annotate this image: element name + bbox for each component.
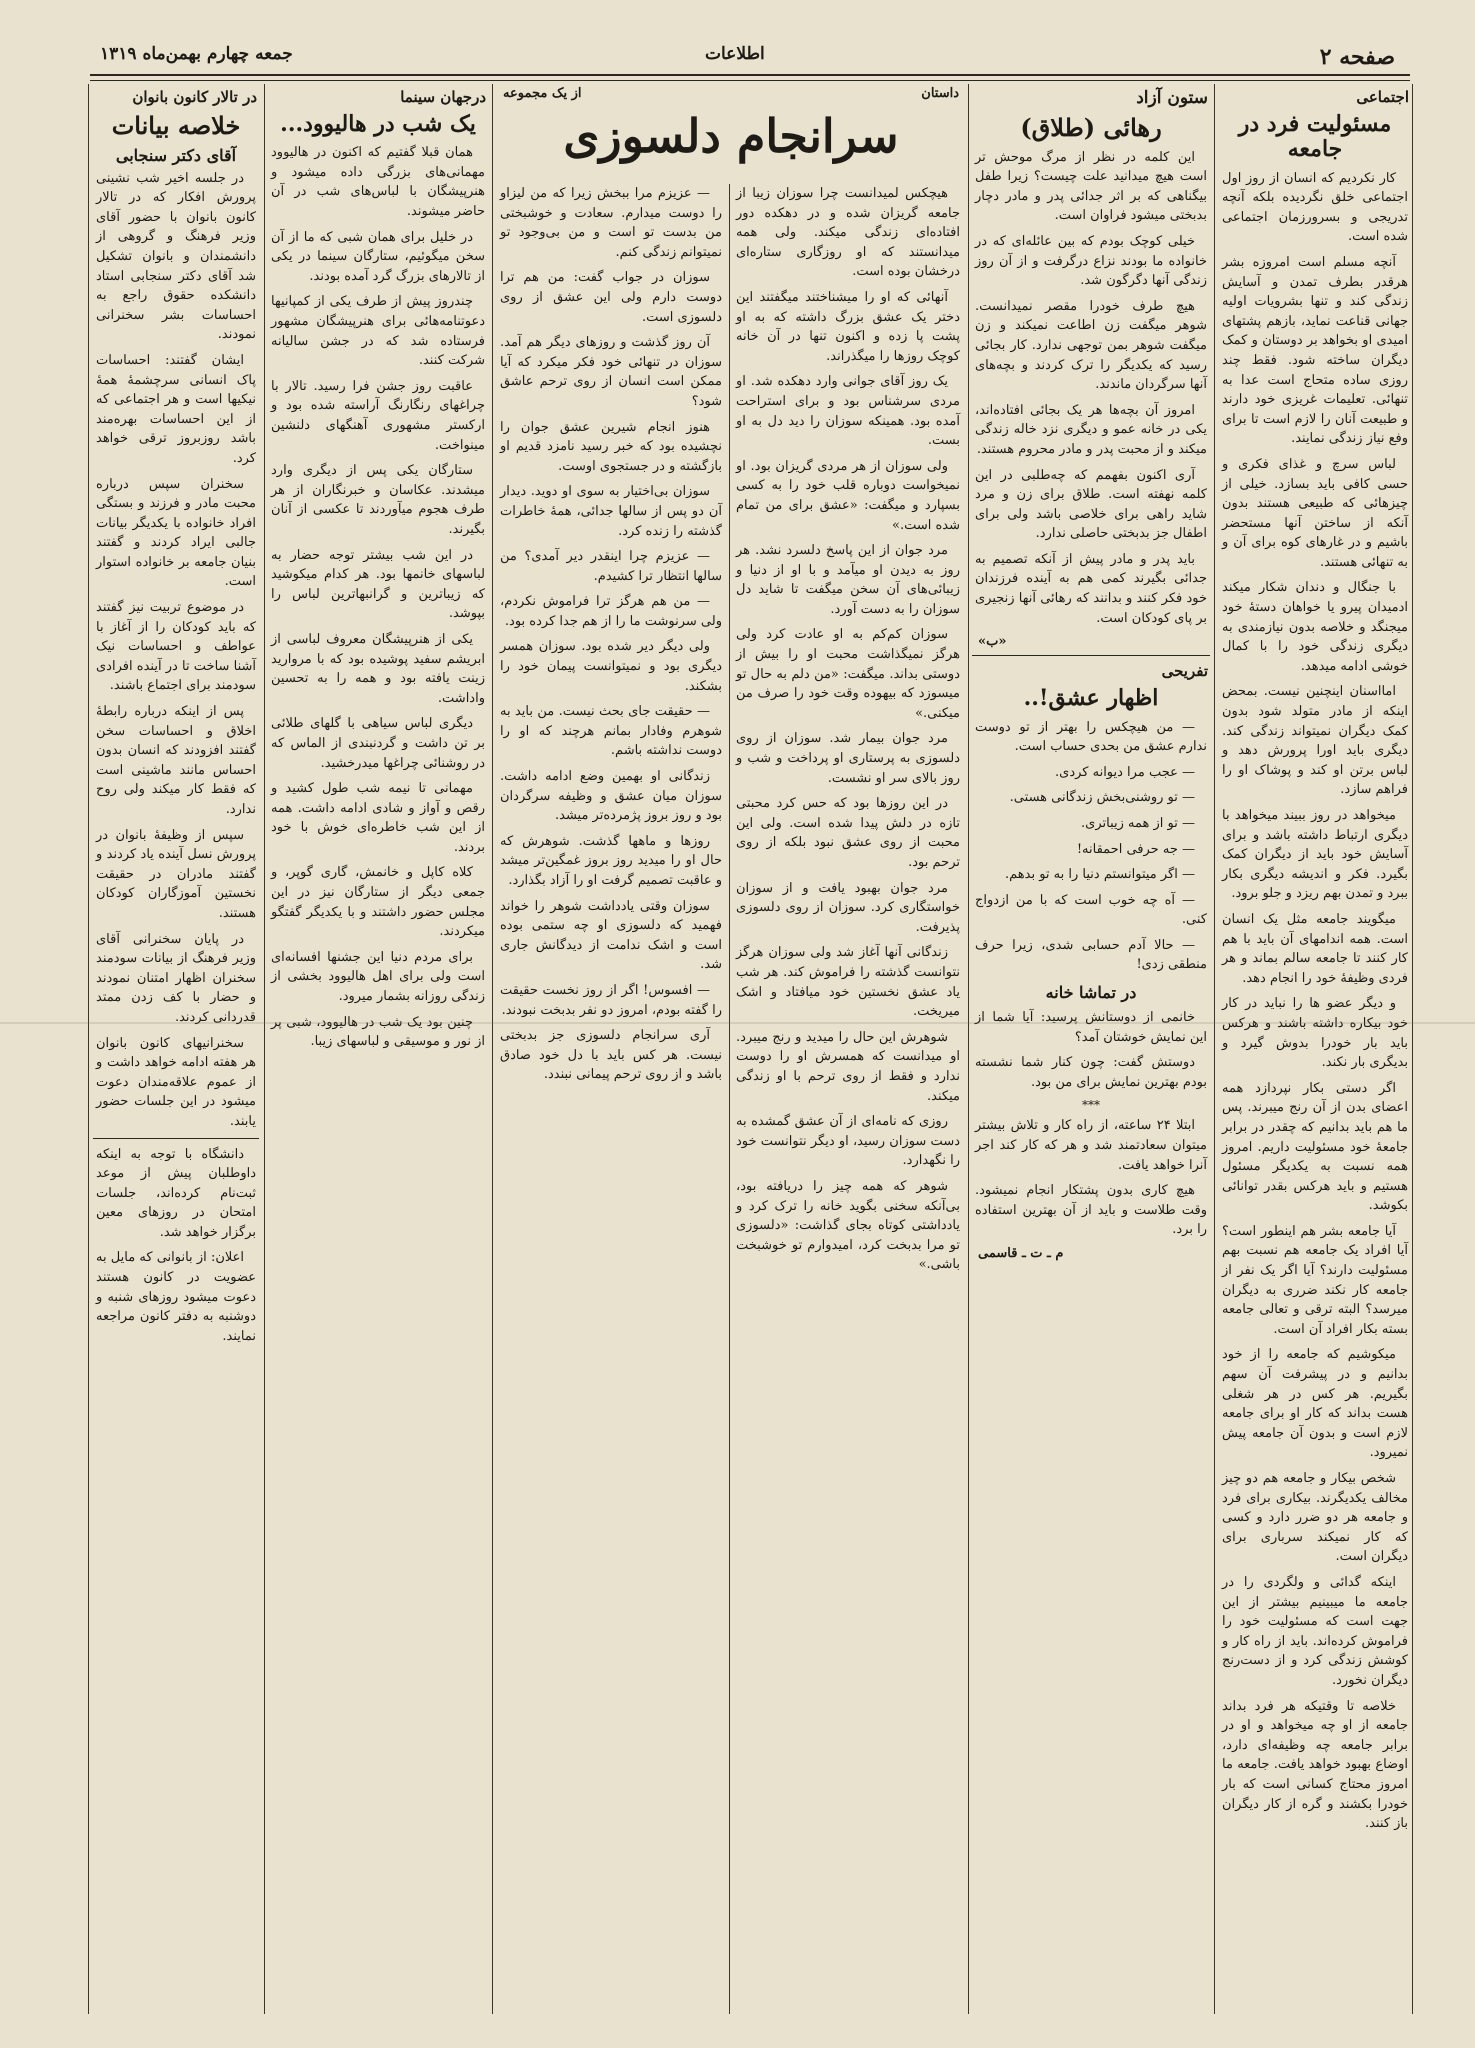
paragraph: هنوز انجام شیرین عشق جوان را نچشیده بود که خبر رسید نامزد قدیم او بازگشته و در جستجوی اوست. — [500, 419, 722, 474]
paragraph: سپس از وظیفهٔ بانوان در پرورش نسل آینده یاد کردند و گفتند مادران در حقیقت نخستین آموزگاران کودکان هستند. — [96, 827, 256, 921]
paragraph: — من هم هرگز ترا فراموش نکردم، ولی سرنوشت ما را از هم جدا کرده بود. — [500, 594, 722, 629]
header-rule-thin — [90, 80, 1410, 81]
article-body — [972, 1008, 1210, 1092]
paragraph: دیگری لباس سیاهی با گلهای طلائی بر تن داشت و گردنبندی از الماس که در روشنائی چراغها میدرخشید. — [271, 716, 485, 771]
paragraph: همان قبلا گفتیم که اکنون در هالیوود مهمانی‌های بزرگی داده میشود و هنرپیشگان با لباس‌های شب در آن حاضر میشوند. — [271, 145, 485, 220]
paragraph: پس از اینکه درباره رابطهٔ اخلاق و احساسات سخن گفتند افزودند که انسان بدون احساس مانند ماشینی است که فقط کار میکند ولی روح ندارد. — [96, 704, 256, 817]
paragraph: مرد جوان بیمار شد. سوزان از روی دلسوزی به پرستاری او پرداخت و شب و روز بالای سر او نشست. — [736, 731, 960, 786]
paragraph: آنچه مسلم است امروزه بشر هرقدر بطرف تمدن و آسایش زندگی کند و تنها بشرویات اولیه جهانی قناعت نماید، بازهم پشتهای امیدی او بخواهد بر دوستان و کمک دیگران ساخته شود. فقط چند روزی ساده متحاج است عدا به تنهائی. تعلیمات غریزی خود دارند و طبیعت آنان را لازم است تا برای وفع نیاز زندگی نمایند. — [1222, 254, 1408, 447]
paragraph: آری سرانجام دلسوزی جز بدبختی نیست. هر کس باید با دل خود صادق باشد و از روی ترحم پیمانی نبندد. — [500, 1028, 722, 1083]
paragraph: ایشان گفتند: احساسات پاک انسانی سرچشمهٔ همهٔ نیکیها است و هر اجتماعی که از این احساسات بهره‌مند باشد روزبروز ترقی خواهد کرد. — [96, 352, 256, 466]
paragraph: آیا جامعه بشر هم اینطور است؟ آیا افراد یک جامعه هم نسبت بهم مسئولیت دارند؟ آیا اگر یک نفر از جامعه کار نکند ضرری به دیگران میرسد؟ البته ترقی و تعالی جامعه بسته بکار افراد آن است. — [1222, 1223, 1408, 1337]
paragraph: — تو روشنی‌بخش زندگانی هستی. — [1009, 790, 1195, 806]
paragraph: سوزان در جواب گفت: من هم ترا دوست دارم ولی این عشق از روی دلسوزی است. — [500, 270, 722, 325]
story-title: سرانجام دلسوزی — [563, 109, 899, 163]
divider — [972, 655, 1210, 656]
paragraph: آنهائی که او را میشناختند میگفتند این دختر یک عشق بزرگ داشته که به او پشت پا زده و اکنون تنها در آن خانه کوچک روزها را میگذراند. — [736, 289, 960, 364]
paragraph: در پایان سخنرانی آقای وزیر فرهنگ از بیانات سودمند سخنران اظهار امتنان نمودند و حضار با کف زدن ممتد قدردانی کردند. — [96, 931, 256, 1025]
paragraph: میگویند جامعه مثل یک انسان است. همه اندامهای آن باید با هم کار کنند تا جامعه سالم بماند و هر فردی وظیفهٔ خود را انجام دهد. — [1222, 911, 1408, 986]
paragraph: روزها و ماهها گذشت. شوهرش که حال او را میدید روز بروز غمگین‌تر میشد و عاقبت تصمیم گرفت او را آزاد بگذارد. — [500, 833, 722, 888]
paragraph: هیچکس لمیدانست چرا سوزان زیبا از جامعه گریزان شده و در دهکده دور افتاده‌ای زندگی میکند. ولی همه میدانستند که او روزگاری ستاره‌ای درخشان بوده است. — [736, 186, 960, 280]
story-banner — [493, 84, 969, 180]
article-body — [972, 1116, 1210, 1240]
paragraph: برای مردم دنیا این جشنها افسانه‌ای است ولی برای اهل هالیوود بخشی از زندگی روزانه بشمار میرود. — [271, 949, 485, 1005]
paragraph: خلاصه تا وقتیکه هر فرد بداند جامعه از او چه میخواهد و او در برابر جامعه چه وظیفه‌ای دارد، اوضاع بهبود خواهد یافت. جامعه ما امروز محتاج کسانی است که بار خودرا بکشند و گره از کار دیگران باز کنند. — [1222, 1698, 1408, 1832]
paragraph: — عجب مرا دیوانه کردی. — [1055, 764, 1195, 780]
paragraph: زندگانی آنها آغاز شد ولی سوزان هرگز نتوانست گذشته را فراموش کند. هر شب یاد عشق نخستین خود میافتاد و اشک میریخت. — [736, 945, 960, 1020]
paragraph: اعلان: از بانوانی که مایل به عضویت در کانون هستند دعوت میشود روزهای شنبه و دوشنبه به دفتر کانون مراجعه نمایند. — [96, 1250, 256, 1344]
paragraph: شخص بیکار و جامعه هم دو چیز مخالف یکدیگرند. بیکاری برای فرد و جامعه هر دو ضرر دارد و کسی که کار نمیکند سرباری برای دیگران است. — [1222, 1471, 1408, 1565]
paragraph: ستارگان یکی پس از دیگری وارد میشدند. عکاسان و خبرنگاران از هر طرف هجوم میآوردند تا عکسی از آنان بگیرند. — [271, 463, 485, 537]
paragraph: ولی سوزان از هر مردی گریزان بود. او نمیخواست دوباره قلب خود را به کسی بسپارد و میگفت: «عشق برای من تمام شده است.» — [736, 458, 960, 533]
paragraph: باید پدر و مادر پیش از آنکه تصمیم به جدائی بگیرند کمی هم به آینده فرزندان خود فکر کنند و بدانند که رهائی آنها زنجیری بر پای کودکان است. — [975, 551, 1207, 626]
masthead: اطلاعات — [705, 44, 765, 64]
divider — [93, 1138, 259, 1139]
paragraph: چندروز پیش از طرف یکی از کمپانیها دعوتنامه‌هائی برای هنرپیشگان مشهور فرستاده شد که در جشن سالیانه شرکت کنند. — [271, 294, 485, 369]
column-rule — [968, 84, 969, 2014]
paragraph: امروز آن بچه‌ها هر یک بجائی افتاده‌اند، یکی در خانه عمو و دیگری نزد خاله زندگی میکند و از محبت پدر و مادر محروم هستند. — [975, 402, 1207, 457]
paragraph: زندگانی او بهمین وضع ادامه داشت. سوزان میان عشق و وظیفه سرگردان بود و روز بروز پژمرده‌تر میشد. — [500, 769, 722, 824]
paragraph: سوزان کم‌کم به او عادت کرد ولی هرگز نمیگذاشت محبت او را بیش از دوستی بداند. میگفت: «من دلم به حال تو میسوزد که بیهوده وقت خود را صرف من میکنی.» — [736, 627, 960, 721]
column-rule — [729, 184, 730, 2014]
paragraph: سوزان بی‌اختیار به سوی او دوید. دیدار آن دو پس از سالها جدائی، همهٔ خاطرات گذشته را زنده کرد. — [500, 484, 722, 539]
author-signature: «ب» — [978, 634, 1007, 650]
article-title: یک شب در هالیوود... — [280, 111, 476, 137]
paragraph: عاقبت روز جشن فرا رسید. تالار با چراغهای رنگارنگ آراسته شده بود و ارکستر مشهوری آهنگهای دلنشین مینواخت. — [271, 378, 485, 453]
paragraph: — اگر میتوانستم دنیا را به تو بدهم. — [1004, 867, 1195, 883]
paragraph: — تو از همه زیباتری. — [1081, 815, 1195, 831]
page-border-left — [88, 84, 89, 2014]
article-body — [972, 718, 1210, 976]
section-kicker: اجتماعی — [1356, 88, 1409, 106]
article-title: مسئولیت فرد در جامعه — [1238, 111, 1392, 163]
paragraph: در این شب بیشتر توجه حضار به لباسهای خانمها بود. هر کدام میکوشید که زیباترین و گرانبهاترین لباس را بپوشد. — [271, 547, 485, 622]
paragraph: مهمانی تا نیمه شب طول کشید و رقص و آواز و شادی ادامه داشت. همه از این شب خاطره‌ای خوش با خود بردند. — [271, 781, 485, 855]
paragraph: و دیگر عضو ها را نباید در کار خود بیکاره داشته باشند و هرکس باید بار خودرا بدوش گیرد و بدیگری بار نکند. — [1222, 996, 1408, 1071]
column-womens-center — [93, 84, 259, 2014]
paragraph: روزی که نامه‌ای از آن عشق گمشده به دست سوزان رسید، او دیگر نتوانست خود را نگهدارد. — [736, 1114, 960, 1169]
paragraph: اگر دستی بکار نپردازد همه اعضای بدن از آن رنج میبرند. پس ما هم باید بدانیم که چقدر در برابر جامعهٔ خود مسئولیت داریم. امروز همه نسبت به یکدیگر مسئول هستیم و باید هرکس بقدر توانائی بکوشد. — [1222, 1080, 1408, 1214]
paragraph: چنین بود یک شب در هالیوود، شبی پر از نور و موسیقی و لباسهای زیبا. — [271, 1014, 485, 1050]
header-rule — [90, 74, 1410, 76]
paragraph: در این روزها بود که حس کرد محبتی تازه در دلش پیدا شده است. ولی این محبت از روی عشق نبود بلکه از روی ترحم بود. — [736, 796, 960, 870]
article-title: اظهار عشق!.. — [1023, 685, 1159, 712]
article-body — [268, 143, 488, 1052]
page-number: صفحه ۲ — [1319, 44, 1395, 70]
paragraph: شوهر که همه چیز را دریافته بود، بی‌آنکه سخنی بگوید خانه را ترک کرد و یادداشتی کوتاه بجای گذاشت: «دلسوزی تو مرا بدبخت کرد، امیدوارم تو خوشبخت باشی.» — [736, 1178, 960, 1273]
paragraph: خانمی از دوستانش پرسید: آیا شما از این نمایش خوشتان آمد؟ — [975, 1010, 1207, 1045]
page-border-right — [1412, 84, 1413, 2014]
article-title: رهائی (طلاق) — [1020, 113, 1162, 142]
section-kicker: از یک مجموعه — [503, 86, 582, 101]
paragraph: مرد جوان از این پاسخ دلسرد نشد. هر روز به دیدن او میآمد و با او از دنیا و زیبائی‌های آن سخن میگفت تا شاید دل سوزان را به دست آورد. — [736, 543, 960, 617]
paragraph: دانشگاه با توجه به اینکه داوطلبان پیش از موعد ثبت‌نام کرده‌اند، جلسات امتحان در روزهای معین برگزار خواهد شد. — [96, 1146, 256, 1240]
paragraph: یکی از هنرپیشگان معروف لباسی از ابریشم سفید پوشیده بود که با مروارید زینت یافته بود و همه را به تحسین واداشت. — [271, 631, 485, 706]
paragraph: سخنران سپس درباره محبت مادر و فرزند و بستگی افراد خانواده با یکدیگر بیانات جالبی ایراد کردند و گفتند بنیان جامعه بر خانواده استوار است. — [96, 476, 256, 590]
speaker-byline: آقای دکتر سنجابی — [115, 145, 237, 165]
paragraph: — من هیچکس را بهتر از تو دوست ندارم عشق من بحدی حساب است. — [975, 719, 1207, 755]
column-rule — [264, 84, 265, 2014]
paragraph: با جنگال و دندان شکار میکند ادمیدان پیرو یا خواهان دستهٔ خود میجنگد و خلاصه بدون نیازمندی به دیگری زندگی خود را با کمال خوشی ادامه میدهد. — [1222, 580, 1408, 674]
article-subtitle: در تماشا خانه — [1045, 983, 1137, 1003]
paragraph: یک روز آقای جوانی وارد دهکده شد. او مردی سرشناس بود و برای استراحت آمده بود. همینکه سوزان را دید دل به او بست. — [736, 374, 960, 449]
column-story-2 — [497, 184, 725, 2014]
section-kicker: تفریحی — [1161, 662, 1208, 681]
column-social — [1219, 84, 1411, 2014]
paragraph: ولی دیگر دیر شده بود. سوزان همسر دیگری بود و نمیتوانست پیمان خود را بشکند. — [500, 639, 722, 694]
paper-fold — [0, 1022, 1475, 1024]
paragraph: کار نکردیم که انسان از روز اول اجتماعی خلق نگردیده بلکه آنچه تدریجی و بسرورزمان اجتماعی شده است. — [1222, 170, 1408, 245]
paragraph: — آه چه خوب است که با من ازدواج کنی. — [975, 892, 1207, 928]
paragraph: اینکه گدائی و ولگردی را در جامعه ما میبینیم بیشتر از این جهت است که مسئولیت خود را فراموش کرده‌اند. باید از راه کار و کوشش زندگی کرد و از دست‌رنج دیگران نخورد. — [1222, 1574, 1408, 1688]
paragraph: — حقیقت جای بحث نیست. من باید به شوهرم وفادار بمانم هرچند که او را دوست نداشته باشم. — [500, 704, 722, 759]
paragraph: — عزیزم چرا اینقدر دیر آمدی؟ من سالها انتظار ترا کشیدم. — [500, 549, 722, 584]
section-kicker: درجهان سینما — [400, 88, 486, 106]
paragraph: آری اکنون بفهمم که چه‌طلبی در این کلمه نهفته است. طلاق برای زن و مرد شاید راهی برای خلاصی باشد ولی برای اطفال جز بدبختی حاصلی ندارد. — [975, 467, 1207, 542]
article-body — [733, 184, 963, 1275]
paragraph: سخنرانیهای کانون بانوان هر هفته ادامه خواهد داشت و از عموم علاقه‌مندان دعوت میشود در این جلسات حضور یابند. — [96, 1035, 256, 1129]
paragraph: دوستش گفت: چون کنار شما نشسته بودم بهترین نمایش برای من بود. — [975, 1055, 1207, 1090]
article-body — [497, 184, 725, 1085]
paragraph: هیچ کاری بدون پشتکار انجام نمیشود. وقت طلاست و باید از آن بهترین استفاده را برد. — [975, 1183, 1207, 1238]
column-cinema — [268, 84, 488, 2014]
article-body — [1219, 169, 1411, 1834]
paragraph: مرد جوان بهبود یافت و از سوزان خواستگاری کرد. سوزان از روی دلسوزی پذیرفت. — [736, 880, 960, 935]
section-kicker: داستان — [921, 86, 959, 101]
notice-body — [93, 1145, 259, 1347]
section-kicker: در تالار کانون بانوان — [132, 88, 257, 106]
article-body — [93, 169, 259, 1132]
column-rule — [492, 84, 493, 2014]
paragraph: — عزیزم مرا ببخش زیرا که من لیزاو را دوست میدارم. سعادت و خوشبختی من بدست تو است و من بی‌وجود تو نمیتوانم زندگی کنم. — [500, 186, 722, 260]
paragraph: هیچ طرف خودرا مقصر نمیدانست. شوهر میگفت زن اطاعت نمیکند و زن میگفت شوهر بمن توجهی ندارد. کار بجائی رسید که یکدیگر را ترک کردند و بچه‌های آنها سرگردان ماندند. — [975, 298, 1207, 393]
paragraph: در جلسه اخیر شب نشینی پرورش افکار که در تالار کانون بانوان با حضور آقای وزیر فرهنگ و گروهی از دانشمندان و بانوان تشکیل شد آقای دکتر سنجابی استاد دانشکده حقوق راجع به احساسات بشر سخنرانی نمودند. — [96, 170, 256, 343]
paragraph: کلاه کاپل و خانمش، گاری گوپر، و جمعی دیگر از ستارگان نیز در این مجلس حضور داشتند و با یکدیگر گفتگو میکردند. — [271, 865, 485, 940]
paragraph: این کلمه در نظر از مرگ موحش تر است هیچ میدانید علت چیست؟ زیرا طفل بیگناهی که بر اثر جدائی پدر و مادر دچار بدبختی میشود فراوان است. — [975, 149, 1207, 224]
column-free — [972, 84, 1210, 2014]
paragraph: میخواهد در روز ببیند میخواهد با دیگری ارتباط داشته باشد و برای آسایش خود باید از دیگران کمک بگیرد. فکر و اندیشه دیگری بکار ببرد و تمدن بهم ریزد و جلو برود. — [1222, 808, 1408, 902]
column-story-1 — [733, 184, 963, 2014]
paragraph: امااسنان اینچنین نیست. بمحض اینکه از مادر متولد شود بدون کمک دیگران نمیتواند زندگی کند. دیگری باید اورا پرورش دهد و لباس برتن او کند و پوشاک او را فراهم سازد. — [1222, 684, 1408, 798]
column-rule — [1214, 84, 1215, 2014]
issue-date: جمعه چهارم بهمن‌ماه ۱۳۱۹ — [100, 44, 293, 64]
paragraph: شوهرش این حال را میدید و رنج میبرد. او میدانست که همسرش او را دوست ندارد و فقط از روی ترحم با او زندگی میکند. — [736, 1029, 960, 1104]
separator-stars: *** — [1082, 1098, 1100, 1113]
author-signature: م ـ ت ـ قاسمی — [978, 1246, 1064, 1262]
paragraph: — حالا آدم حسابی شدی، زیرا حرف منطقی زدی! — [975, 937, 1207, 973]
section-kicker: ستون آزاد — [1136, 88, 1208, 108]
paragraph: سوزان وقتی یادداشت شوهر را خواند فهمید که دلسوزی او چه ستمی بوده است و اشک ندامت از دیدگانش جاری شد. — [500, 898, 722, 973]
paragraph: در خلیل برای همان شبی که ما از آن سخن میگوئیم، ستارگان سینما در یکی از تالارهای بزرگ گرد آمده بودند. — [271, 229, 485, 284]
paragraph: آن روز گذشت و روزهای دیگر هم آمد. سوزان در تنهائی خود فکر میکرد که آیا ممکن است انسان از روی ترحم عاشق شود؟ — [500, 335, 722, 409]
article-title: خلاصه بیانات — [111, 111, 241, 140]
paragraph: — افسوس! اگر از روز نخست حقیقت را گفته بودم، امروز دو نفر بدبخت نبودند. — [500, 982, 722, 1018]
paragraph: لباس سرچ و غذای فکری و حسی کافی باید بسازد. خیلی از چیزهائی که طبیعی هستند بدون آنکه از ساختن آنها مستحضر باشیم و در غارهای کوه برای آن و به تنهائی هستند. — [1222, 456, 1408, 570]
paragraph: در موضوع تربیت نیز گفتند که باید کودکان را از آغاز با عواطف و احساسات نیک آشنا ساخت تا در آینده افرادی سودمند برای اجتماع باشند. — [96, 600, 256, 694]
paragraph: میکوشیم که جامعه را از خود بدانیم و در پیشرفت آن سهم بگیریم. هر کس در هر شغلی هست بداند که کار او برای جامعه لازم است و بدون آن جامعه پیش نمیرود. — [1222, 1347, 1408, 1461]
paragraph: خیلی کوچک بودم که بین عائله‌ای که در خانواده ما بودند نزاع درگرفت و از آن روز زندگی آنها دگرگون شد. — [975, 233, 1207, 289]
paragraph: ابتلا ۲۴ ساعته، از راه کار و تلاش بیشتر میتوان سعادتمند شد و هر که کار کند اجر آنرا خواهد یافت. — [975, 1118, 1207, 1173]
article-body — [972, 148, 1210, 629]
paragraph: — جه حرفی احمقانه! — [1076, 841, 1195, 857]
